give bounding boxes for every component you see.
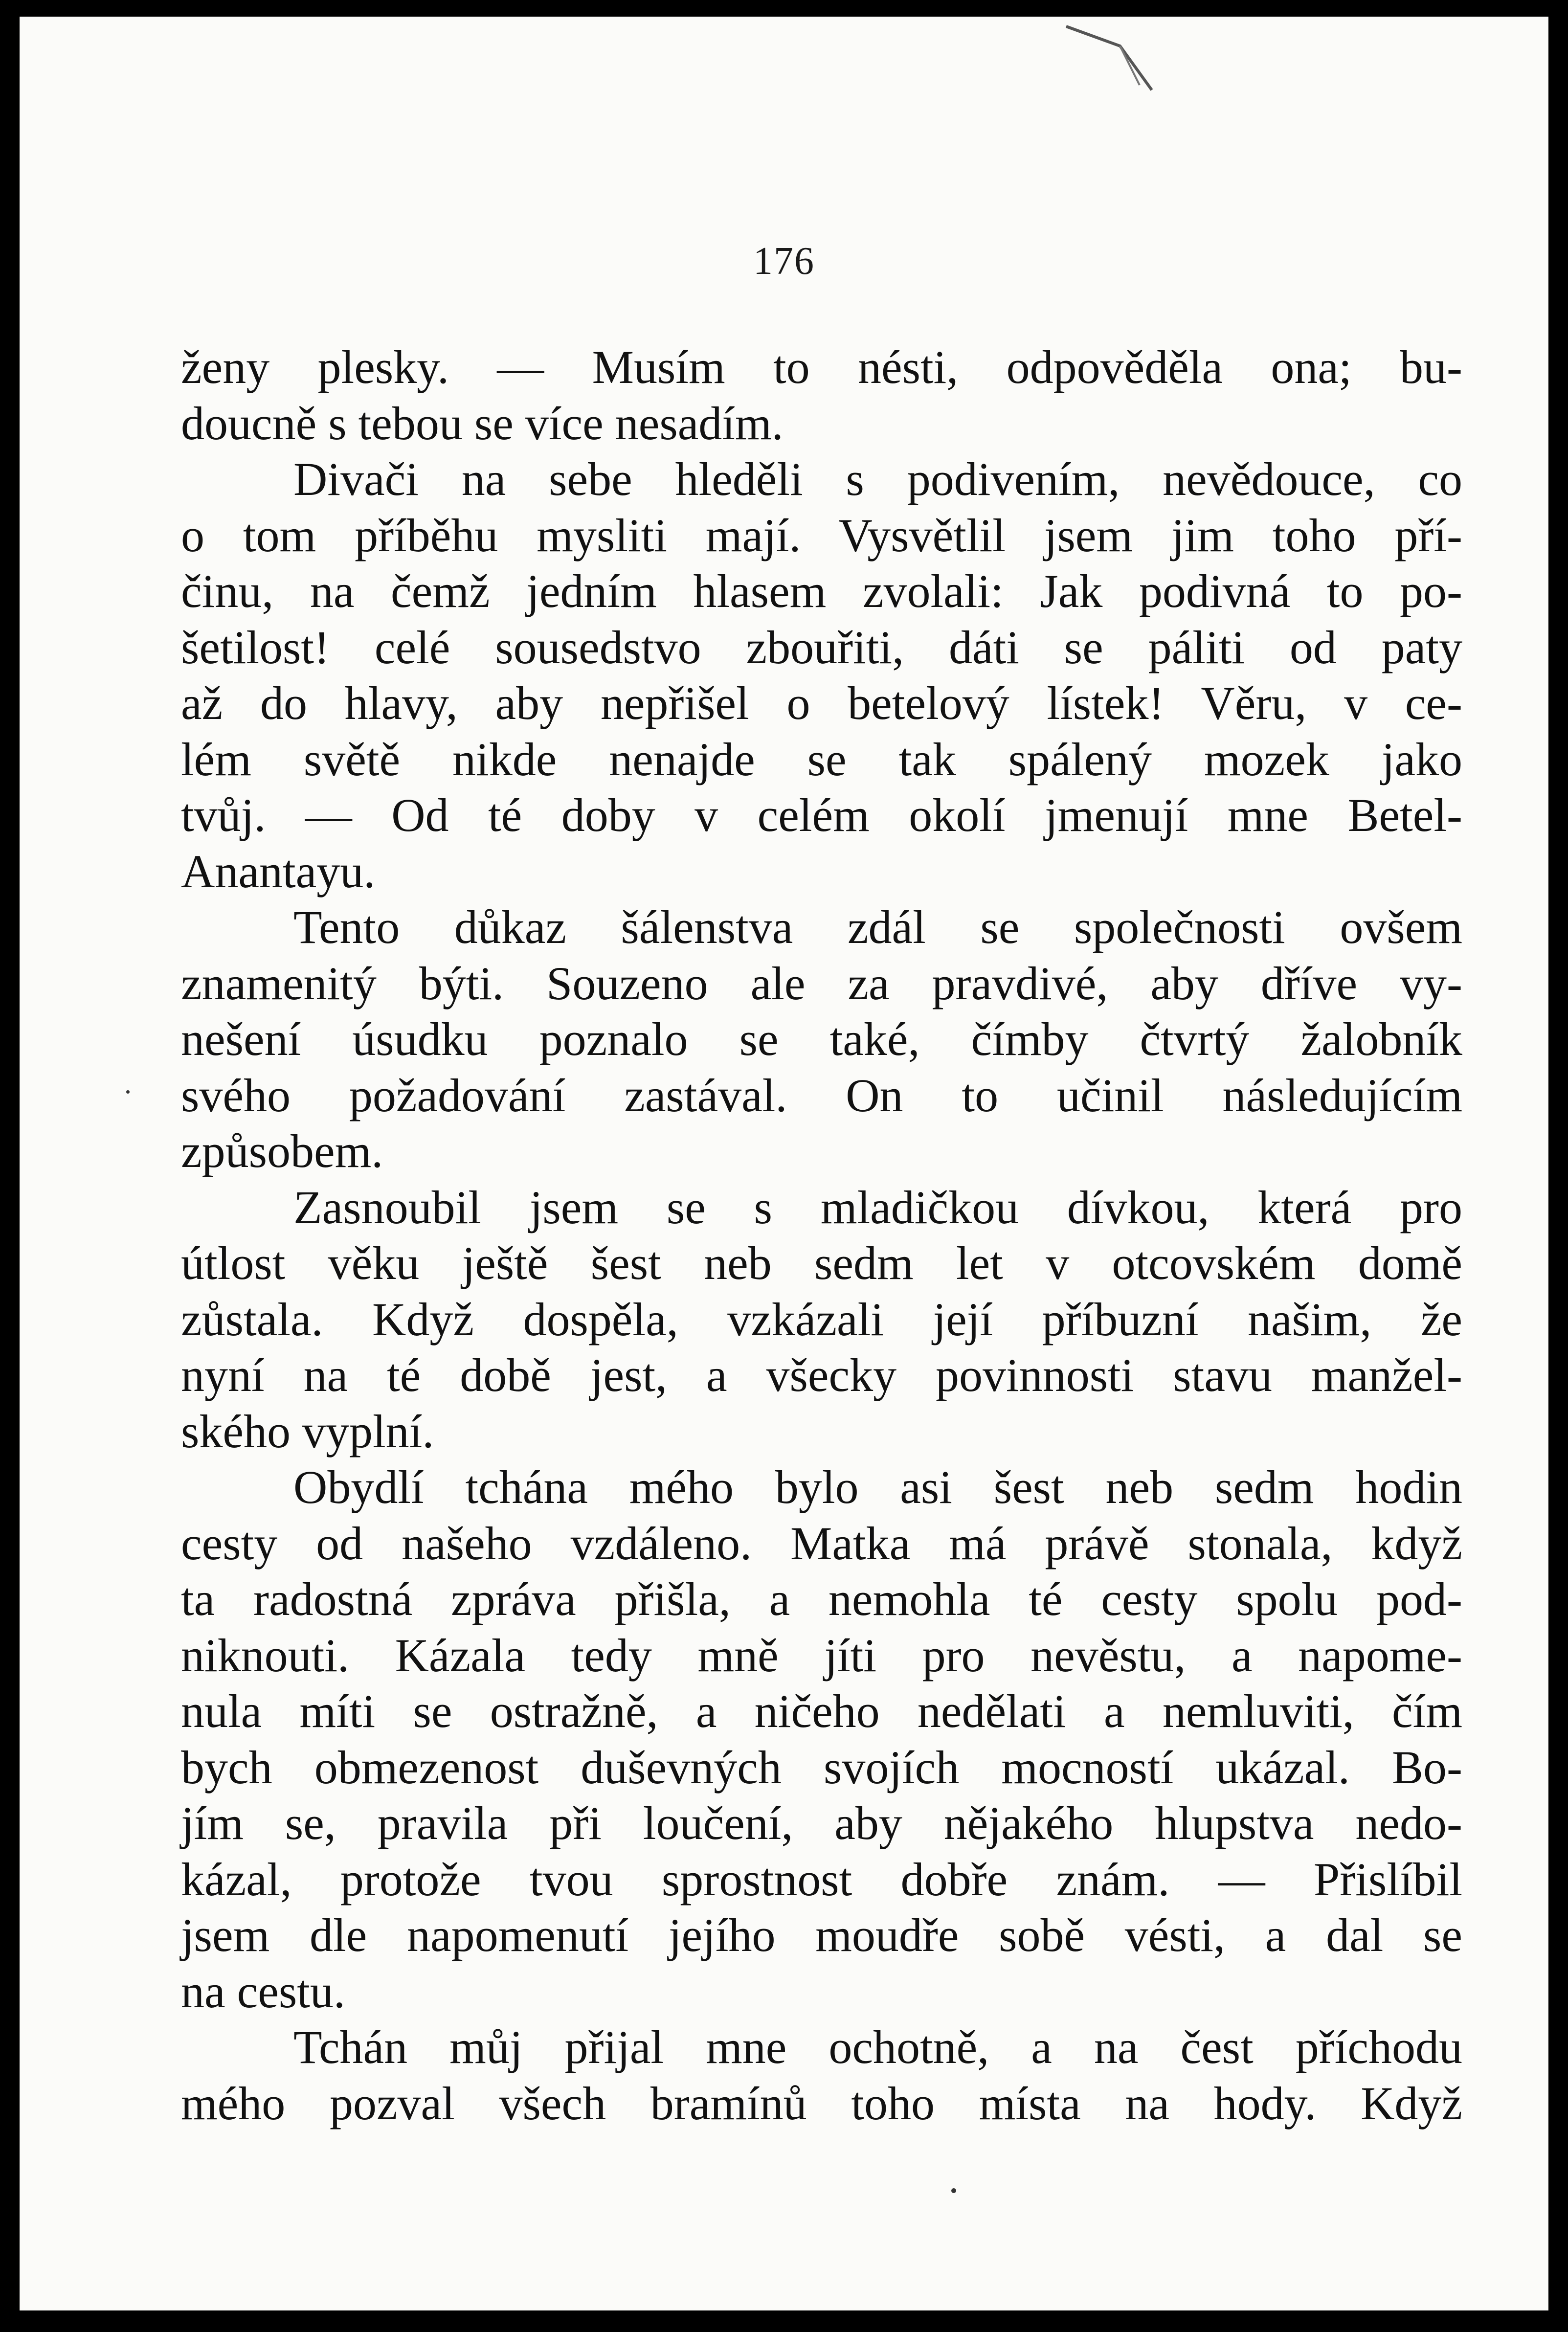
text-line: o tom příběhu mysliti mají. Vysvětlil jsem jim toho pří- <box>181 509 1462 561</box>
text-line: Obydlí tchána mého bylo asi šest neb sedm hodin <box>293 1461 1462 1513</box>
text-line: nyní na té době jest, a všecky povinnosti stavu manžel- <box>181 1349 1462 1401</box>
text-line: Tento důkaz šálenstva zdál se společnosti ovšem <box>293 901 1462 953</box>
text-line: ského vyplní. <box>181 1405 434 1458</box>
text-line: bych obmezenost duševných svojích mocností ukázal. Bo- <box>181 1741 1462 1794</box>
text-line: Anantayu. <box>181 845 376 897</box>
text-line: kázal, protože tvou sprostnost dobře znám. — Přislíbil <box>181 1853 1462 1906</box>
text-line: Zasnoubil jsem se s mladičkou dívkou, která pro <box>293 1181 1462 1233</box>
text-line: ta radostná zpráva přišla, a nemohla té cesty spolu pod- <box>181 1573 1462 1625</box>
text-line: cesty od našeho vzdáleno. Matka má právě stonala, když <box>181 1517 1462 1570</box>
text-line: svého požadování zastával. On to učinil následujícím <box>181 1069 1462 1121</box>
text-line: nešení úsudku poznalo se také, čímby čtvrtý žalobník <box>181 1013 1462 1065</box>
text-line: jím se, pravila při loučení, aby nějakého hlupstva nedo- <box>181 1797 1462 1849</box>
speck-mark <box>126 1090 130 1094</box>
text-line: šetilost! celé sousedstvo zbouřiti, dáti se páliti od paty <box>181 621 1462 673</box>
text-line: doucně s tebou se více nesadím. <box>181 397 784 449</box>
text-line: jsem dle napomenutí jejího moudře sobě vésti, a dal se <box>181 1909 1462 1961</box>
body-text <box>181 339 1462 2131</box>
text-line: mého pozval všech bramínů toho místa na hody. Když <box>181 2077 1462 2130</box>
text-line: lém světě nikde nenajde se tak spálený mozek jako <box>181 733 1462 785</box>
speck-mark <box>951 2188 956 2193</box>
text-line: nula míti se ostražně, a ničeho nedělati a nemluviti, čím <box>181 1685 1462 1737</box>
book-page <box>20 17 1548 2310</box>
text-line: zůstala. Když dospěla, vzkázali její příbuzní našim, že <box>181 1293 1462 1345</box>
text-line: znamenitý býti. Souzeno ale za pravdivé, aby dříve vy- <box>181 957 1462 1009</box>
text-line: tvůj. — Od té doby v celém okolí jmenují mne Betel- <box>181 789 1462 841</box>
text-line: niknouti. Kázala tedy mně jíti pro nevěstu, a napome- <box>181 1629 1462 1682</box>
text-line: způsobem. <box>181 1125 383 1177</box>
text-line: útlost věku ještě šest neb sedm let v otcovském domě <box>181 1237 1462 1289</box>
text-line: až do hlavy, aby nepřišel o betelový lístek! Věru, v ce- <box>181 677 1462 729</box>
text-line: činu, na čemž jedním hlasem zvolali: Jak podivná to po- <box>181 565 1462 617</box>
text-line: Tchán můj přijal mne ochotně, a na čest příchodu <box>293 2021 1462 2073</box>
page-number: 176 <box>753 240 815 283</box>
text-line: na cestu. <box>181 1965 345 2018</box>
text-line: ženy plesky. — Musím to nésti, odpověděla ona; bu- <box>181 341 1462 393</box>
corner-fold-mark <box>1061 17 1159 100</box>
text-line: Divači na sebe hleděli s podivením, nevědouce, co <box>293 453 1462 505</box>
